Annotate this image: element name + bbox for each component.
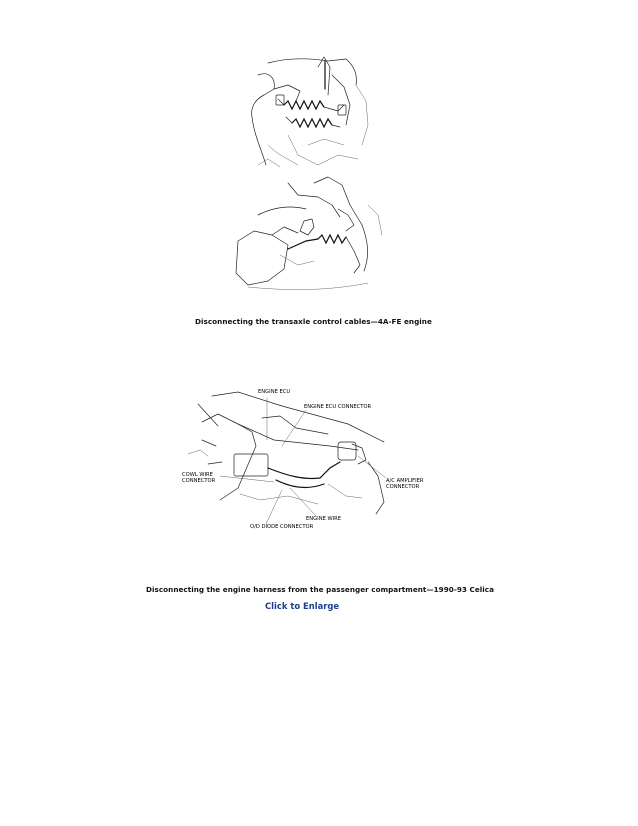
label-ac-amplifier-connector: CONNECTOR [386, 484, 420, 490]
label-cowl-wire-connector: CONNECTOR [182, 478, 216, 484]
lower-cable-drawing [236, 177, 382, 290]
engine-harness-illustration [178, 384, 424, 536]
label-engine-wire: ENGINE WIRE [306, 516, 342, 522]
figure-1-caption: Disconnecting the transaxle control cables—4A-FE engine [195, 317, 432, 326]
transaxle-cables-illustration [228, 55, 388, 295]
label-cowl-wire: COWL WIRE [182, 472, 213, 478]
dashboard-drawing [188, 392, 384, 514]
figure-2-caption: Disconnecting the engine harness from the passenger compartment—1990-93 Celica [146, 585, 495, 594]
label-engine-ecu-connector: ENGINE ECU CONNECTOR [304, 404, 372, 410]
click-to-enlarge-link[interactable]: Click to Enlarge [265, 601, 340, 611]
label-engine-ecu: ENGINE ECU [258, 389, 291, 395]
label-od-diode-connector: O/D DIODE CONNECTOR [250, 524, 314, 530]
label-ac-amplifier: A/C AMPLIFIER [386, 478, 424, 484]
upper-cable-drawing [252, 57, 368, 167]
